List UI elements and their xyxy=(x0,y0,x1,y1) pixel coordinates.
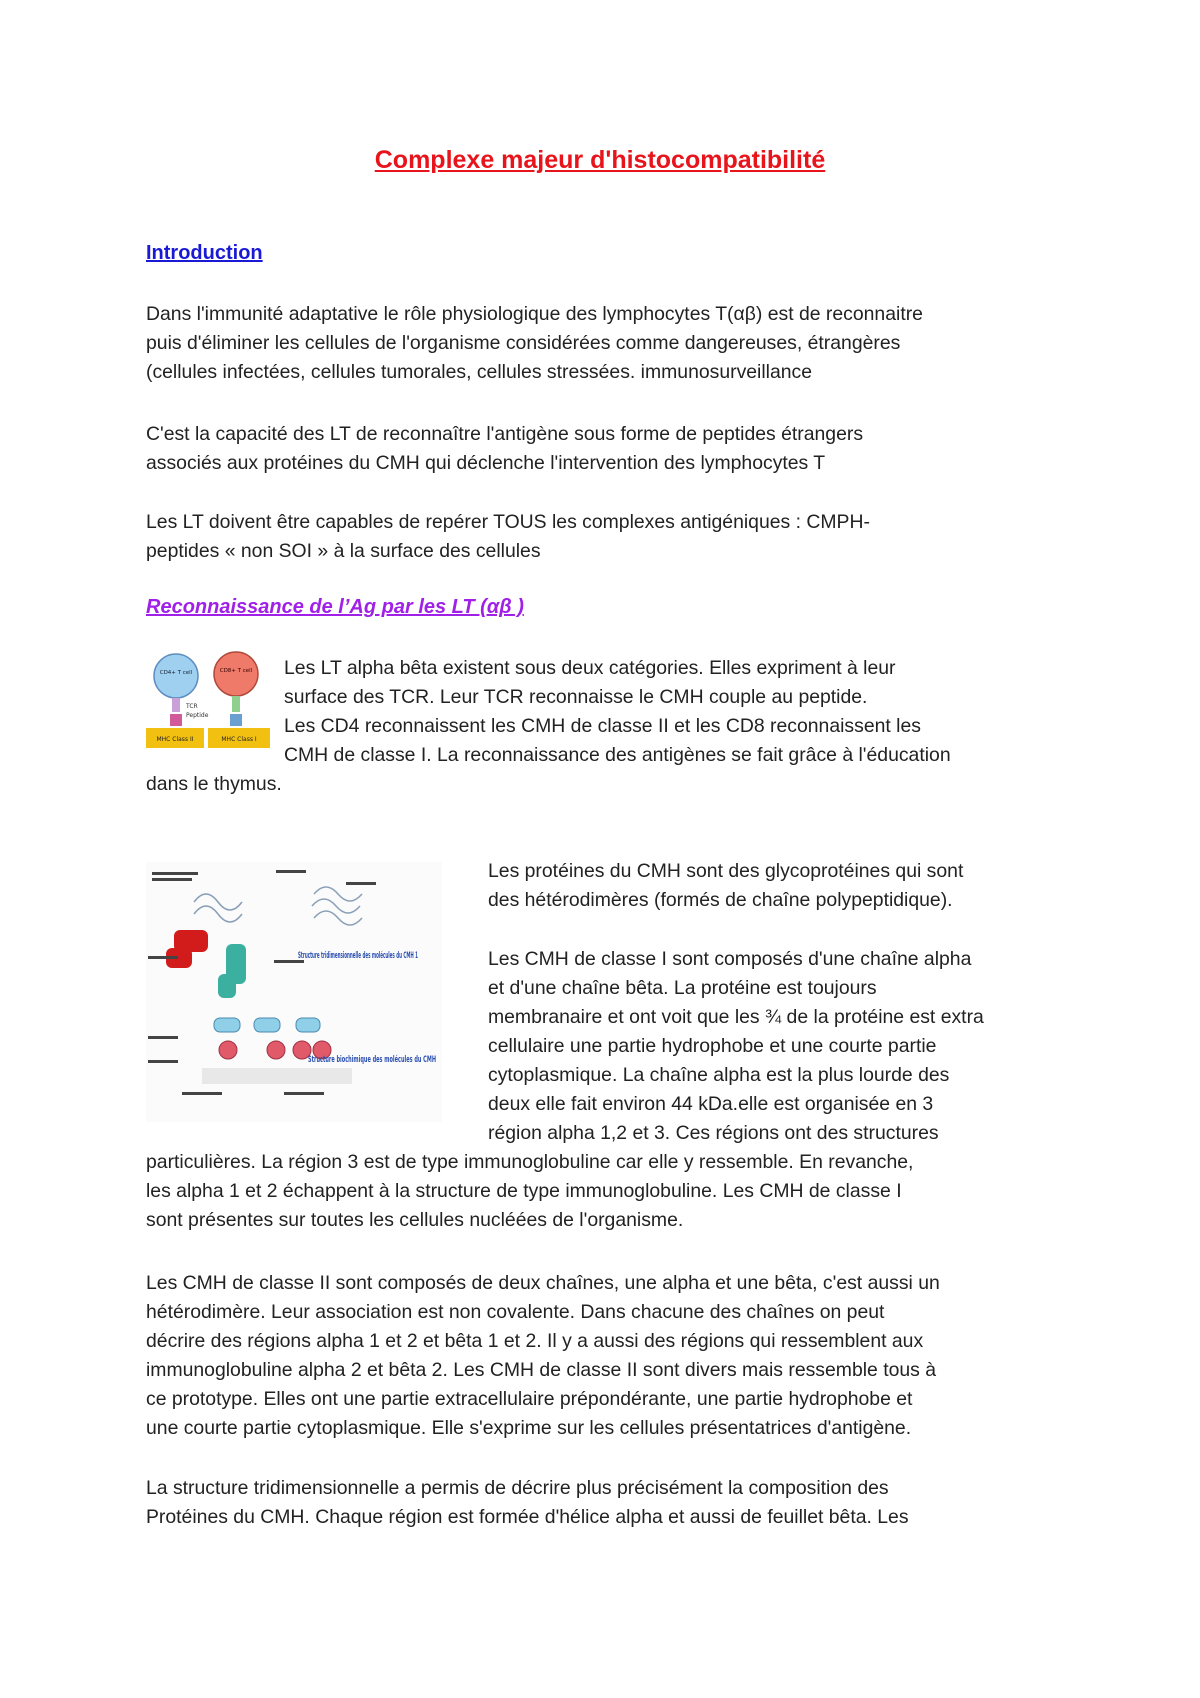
text-line: sont présentes sur toutes les cellules nucléées de l'organisme. xyxy=(146,1209,684,1231)
intro-paragraph-1 xyxy=(146,300,1066,387)
text-line: ce prototype. Elles ont une partie extracellulaire prépondérante, une partie hydrophobe et xyxy=(146,1388,913,1410)
cd4-cell-label: CD4+ T cell xyxy=(159,670,193,676)
text-line: Les LT doivent être capables de repérer TOUS les complexes antigéniques : CMPH- xyxy=(146,511,870,533)
text-line: hétérodimère. Leur association est non covalente. Dans chacune des chaînes on peut xyxy=(146,1301,885,1323)
text-line: associés aux protéines du CMH qui déclenche l'intervention des lymphocytes T xyxy=(146,452,826,474)
text-line: les alpha 1 et 2 échappent à la structure de type immunoglobuline. Les CMH de classe I xyxy=(146,1180,902,1202)
text-line: Les CD4 reconnaissent les CMH de classe II et les CD8 reconnaissent les xyxy=(284,715,921,737)
text-line: décrire des régions alpha 1 et 2 et bêta 1 et 2. Il y a aussi des régions qui ressemblent aux xyxy=(146,1330,924,1352)
text-line: Protéines du CMH. Chaque région est formée d'hélice alpha et aussi de feuillet bêta. Les xyxy=(146,1506,909,1528)
intro-paragraph-3 xyxy=(146,508,1066,566)
text-line: Dans l'immunité adaptative le rôle physiologique des lymphocytes T(αβ) est de reconnaitre xyxy=(146,303,923,325)
text-line: membranaire et ont voit que les ¾ de la protéine est extra xyxy=(488,1006,984,1028)
text-line: et d'une chaîne bêta. La protéine est toujours xyxy=(488,977,877,999)
text-line: Les LT alpha bêta existent sous deux catégories. Elles expriment à leur xyxy=(284,657,896,679)
text-line: (cellules infectées, cellules tumorales, cellules stressées. immunosurveillance xyxy=(146,361,813,383)
mhc-paragraph-b xyxy=(146,945,1066,1235)
recognition-heading: Reconnaissance de l’Ag par les LT (αβ ) xyxy=(146,596,524,618)
text-line: peptides « non SOI » à la surface des cellules xyxy=(146,540,541,562)
text-line: La structure tridimensionnelle a permis de décrire plus précisément la composition des xyxy=(146,1477,889,1499)
tcr-label: TCR xyxy=(186,703,198,710)
text-line: cytoplasmique. La chaîne alpha est la plus lourde des xyxy=(488,1064,950,1086)
text-line: des hétérodimères (formés de chaîne polypeptidique). xyxy=(488,889,953,911)
text-line: Les CMH de classe I sont composés d'une chaîne alpha xyxy=(488,948,972,970)
text-line: CMH de classe I. La reconnaissance des antigènes se fait grâce à l'éducation xyxy=(284,744,951,766)
mhc-paragraph-a xyxy=(146,857,1066,915)
text-line: deux elle fait environ 44 kDa.elle est organisée en 3 xyxy=(488,1093,934,1115)
text-line: puis d'éliminer les cellules de l'organisme considérées comme dangereuses, étrangères xyxy=(146,332,901,354)
text-line: particulières. La région 3 est de type immunoglobuline car elle y ressemble. En revanche, xyxy=(146,1151,914,1173)
mhc-class-i-label: MHC Class I xyxy=(221,736,257,743)
text-line: immunoglobuline alpha 2 et bêta 2. Les CMH de classe II sont divers mais ressemble tous à xyxy=(146,1359,937,1381)
recognition-paragraph xyxy=(146,654,1066,799)
text-line: C'est la capacité des LT de reconnaître l'antigène sous forme de peptides étrangers xyxy=(146,423,864,445)
mhc-class-ii-label: MHC Class II xyxy=(156,736,194,743)
cd8-cell-label: CD8+ T cell xyxy=(219,668,253,674)
class2-paragraph xyxy=(146,1269,1066,1443)
text-line: surface des TCR. Leur TCR reconnaisse le CMH couple au peptide. xyxy=(284,686,868,708)
text-line: région alpha 1,2 et 3. Ces régions ont des structures xyxy=(488,1122,939,1144)
structure-paragraph xyxy=(146,1474,1066,1532)
text-line: cellulaire une partie hydrophobe et une courte partie xyxy=(488,1035,937,1057)
document-title: Complexe majeur d'histocompatibilité xyxy=(374,146,826,174)
peptide-label: Peptide xyxy=(186,712,209,719)
text-line: dans le thymus. xyxy=(146,773,282,795)
text-line: Les CMH de classe II sont composés de deux chaînes, une alpha et une bêta, c'est aussi un xyxy=(146,1272,940,1294)
text-line: une courte partie cytoplasmique. Elle s'exprime sur les cellules présentatrices d'antigène. xyxy=(146,1417,912,1439)
intro-paragraph-2 xyxy=(146,420,1066,478)
introduction-heading: Introduction xyxy=(146,242,263,264)
structure-bio-label: Structure biochimique des molécules du CMH xyxy=(308,1055,539,1065)
text-line: Les protéines du CMH sont des glycoprotéines qui sont xyxy=(488,860,964,882)
